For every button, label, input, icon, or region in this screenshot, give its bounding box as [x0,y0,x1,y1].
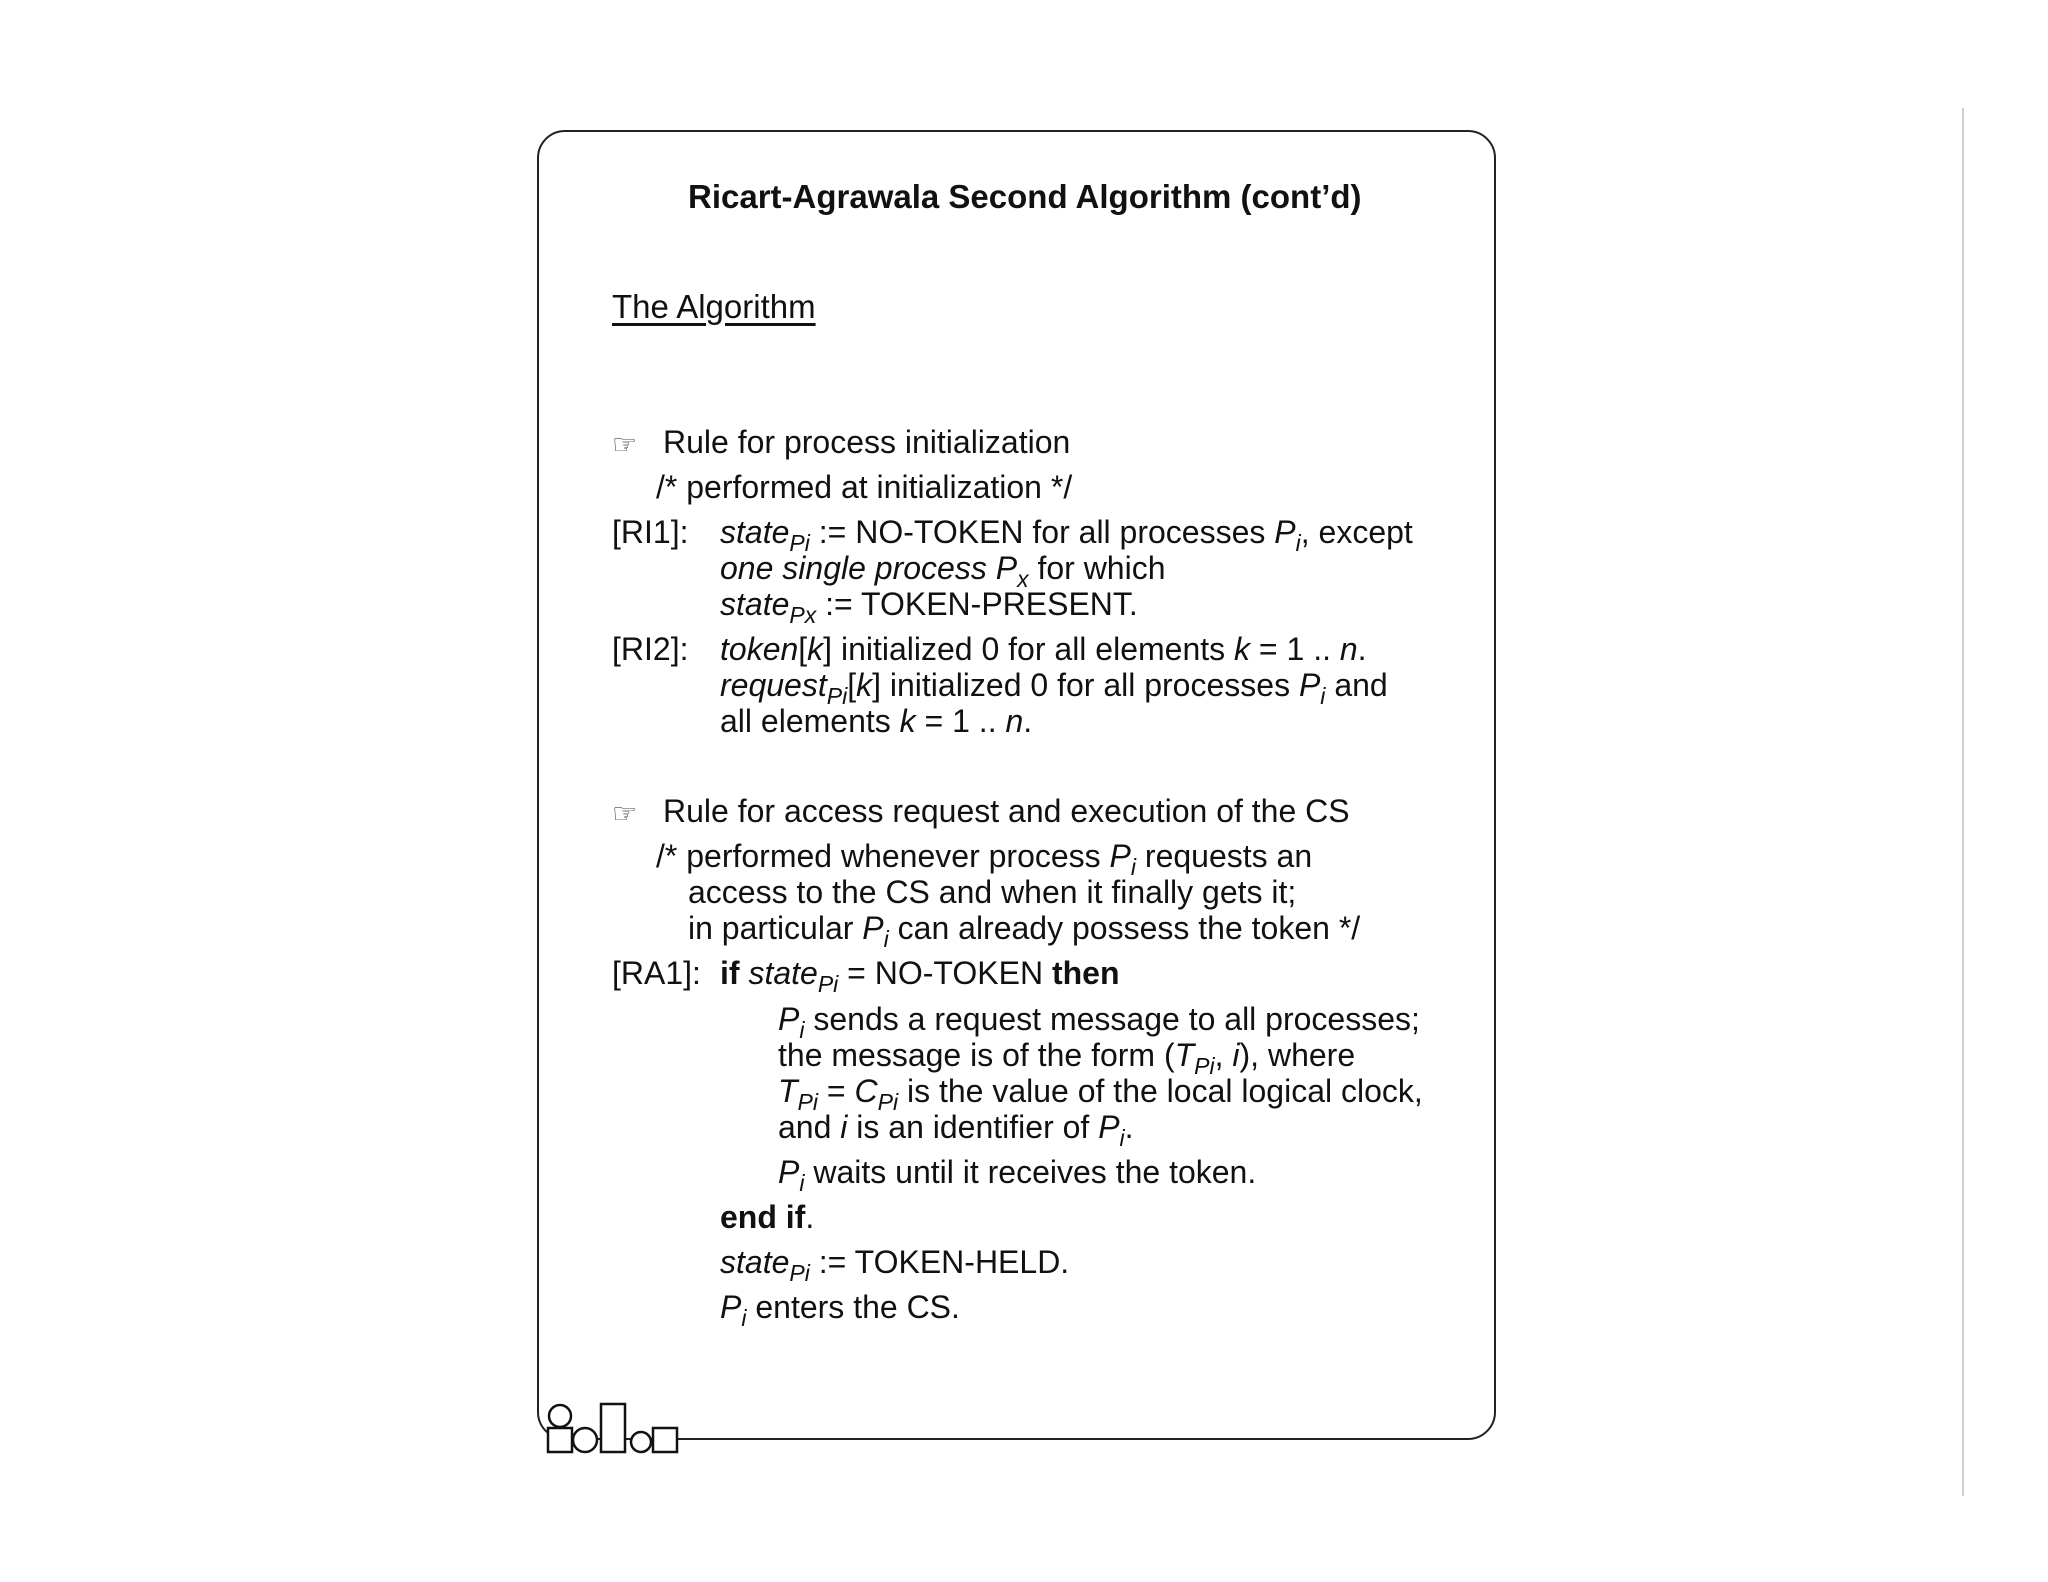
assign-token-held: state$_{Pi}$ := TOKEN-HELD. [720,1244,1070,1286]
ri1-line-1: state$_{Pi}$ := NO-TOKEN for all processes $P_i$, except [720,514,1413,556]
access-comment-1: /* performed whenever process $P_i$ requests an [656,838,1313,880]
slide-title: Ricart-Agrawala Second Algorithm (cont’d) [688,178,1362,215]
access-comment-2: access to the CS and when it finally gets it; [688,874,1297,910]
right-divider [1962,108,1964,1496]
ra1-body-4: and i is an identifier of $P_i$. [778,1109,1134,1151]
ri2-line-3: all elements k = 1 .. n. [720,703,1033,739]
end-if: end if. [720,1199,815,1235]
ri1-line-2: one single process $P_x$ for which [720,550,1166,592]
ra1-condition: if state$_{Pi}$ = NO-TOKEN then [720,955,1120,997]
ra1-body-1: $P_i$ sends a request message to all processes; [778,1001,1420,1043]
ra1-body-5: $P_i$ waits until it receives the token. [778,1154,1257,1196]
enters-cs: $P_i$ enters the CS. [720,1289,960,1331]
init-rule-heading: Rule for process initialization [663,424,1071,460]
ra1-body-3: $T_{Pi} = C_{Pi}$ is the value of the local logical clock, [778,1073,1423,1115]
ri2-line-2: request$_{Pi}$[k] initialized 0 for all processes $P_i$ and [720,667,1388,709]
init-comment: /* performed at initialization */ [656,469,1073,505]
ra1-label: [RA1]: [612,955,701,991]
ra1-body-2: the message is of the form ($T_{Pi}$, i), where [778,1037,1356,1079]
section-heading: The Algorithm [612,288,816,325]
ri1-label: [RI1]: [612,514,689,550]
ri1-line-3: state$_{Px}$ := TOKEN-PRESENT. [720,586,1138,628]
pointing-hand-icon: ☞ [612,429,638,460]
ri2-line-1: token[k] initialized 0 for all elements k = 1 .. n. [720,631,1367,667]
pointing-hand-icon: ☞ [612,798,638,829]
access-comment-3: in particular $P_i$ can already possess the token */ [688,910,1361,952]
access-rule-heading: Rule for access request and execution of the CS [663,793,1350,829]
shapes-logo-icon [545,1400,685,1460]
ri2-label: [RI2]: [612,631,689,667]
